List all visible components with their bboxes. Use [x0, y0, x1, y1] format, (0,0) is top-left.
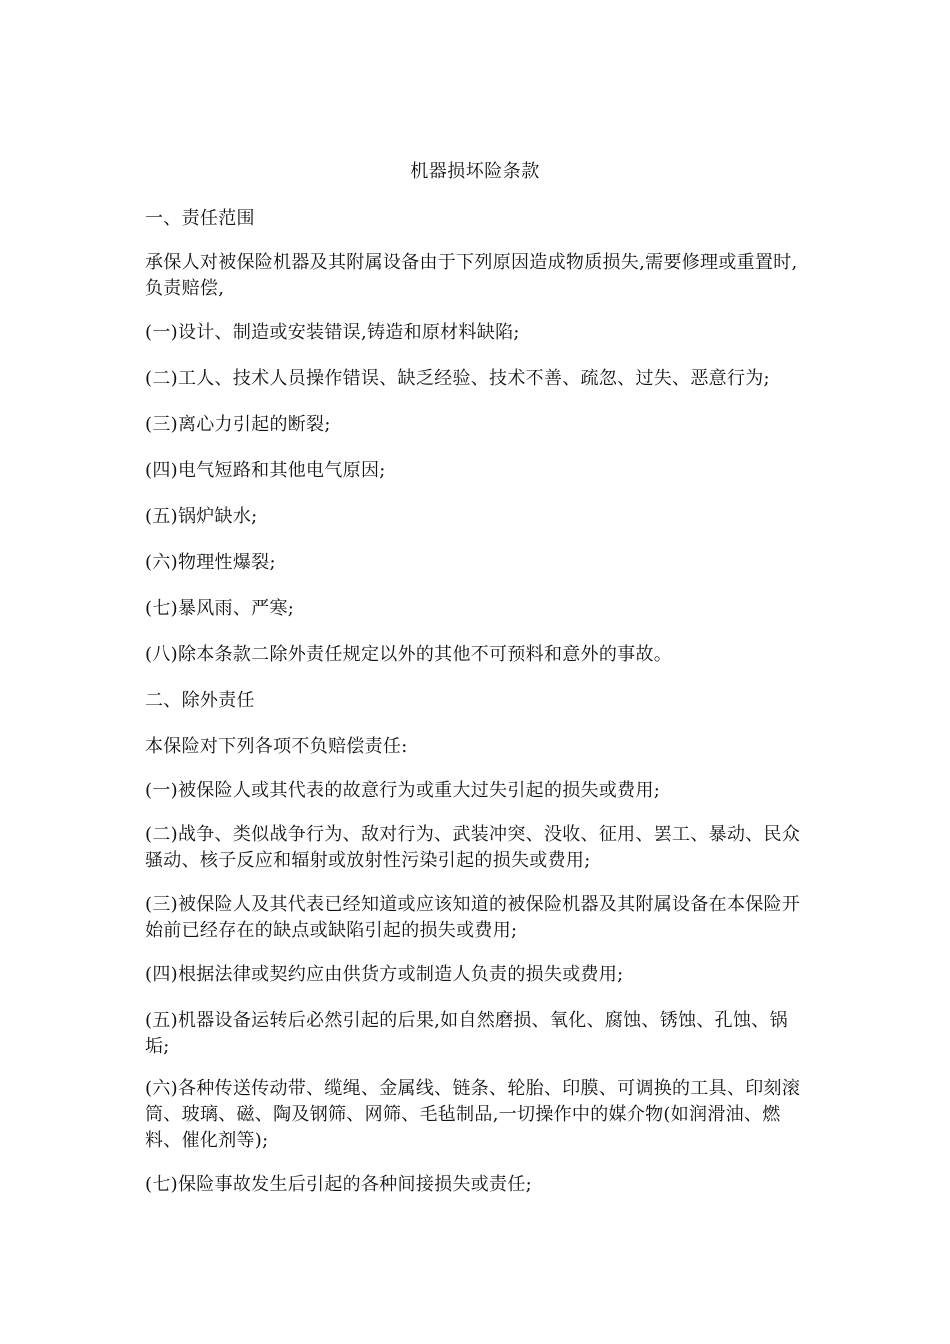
list-item-coverage-4: (四)电气短路和其他电气原因;	[145, 460, 386, 481]
list-item-coverage-2: (二)工人、技术人员操作错误、缺乏经验、技术不善、疏忽、过失、恶意行为;	[145, 368, 770, 389]
list-item-exclusion-2: (二)战争、类似战争行为、敌对行为、武装冲突、没收、征用、罢工、暴动、民众骚动、核子反应和辐射或放射性污染引起的损失或费用;	[145, 824, 801, 871]
list-item-exclusion-7: (七)保险事故发生后引起的各种间接损失或责任;	[145, 1174, 533, 1195]
document-title: 机器损坏险条款	[410, 161, 540, 182]
list-item-exclusion-5: (五)机器设备运转后必然引起的后果,如自然磨损、氧化、腐蚀、锈蚀、孔蚀、锅垢;	[145, 1010, 788, 1057]
list-item-coverage-3: (三)离心力引起的断裂;	[145, 414, 331, 435]
list-item-exclusion-1: (一)被保险人或其代表的故意行为或重大过失引起的损失或费用;	[145, 780, 661, 801]
list-item-exclusion-3: (三)被保险人及其代表已经知道或应该知道的被保险机器及其附属设备在本保险开始前已经存在的缺点或缺陷引起的损失或费用;	[145, 894, 801, 941]
list-item-exclusion-4: (四)根据法律或契约应由供货方或制造人负责的损失或费用;	[145, 964, 624, 985]
paragraph-coverage-intro: 承保人对被保险机器及其附属设备由于下列原因造成物质损失,需要修理或重置时,负责赔偿,	[145, 252, 798, 299]
list-item-coverage-5: (五)锅炉缺水;	[145, 506, 258, 527]
list-item-coverage-8: (八)除本条款二除外责任规定以外的其他不可预料和意外的事故。	[145, 644, 673, 665]
paragraph-exclusions-intro: 本保险对下列各项不负赔偿责任:	[145, 736, 408, 757]
section-heading-exclusions: 二、除外责任	[145, 690, 255, 711]
list-item-exclusion-6: (六)各种传送传动带、缆绳、金属线、链条、轮胎、印膜、可调换的工具、印刻滚筒、玻璃、磁、陶及钢筛、网筛、毛毡制品,一切操作中的媒介物(如润滑油、燃料、催化剂等);	[145, 1078, 801, 1151]
section-heading-liability-scope: 一、责任范围	[145, 208, 255, 229]
list-item-coverage-1: (一)设计、制造或安装错误,铸造和原材料缺陷;	[145, 322, 520, 343]
list-item-coverage-6: (六)物理性爆裂;	[145, 552, 276, 573]
list-item-coverage-7: (七)暴风雨、严寒;	[145, 598, 295, 619]
